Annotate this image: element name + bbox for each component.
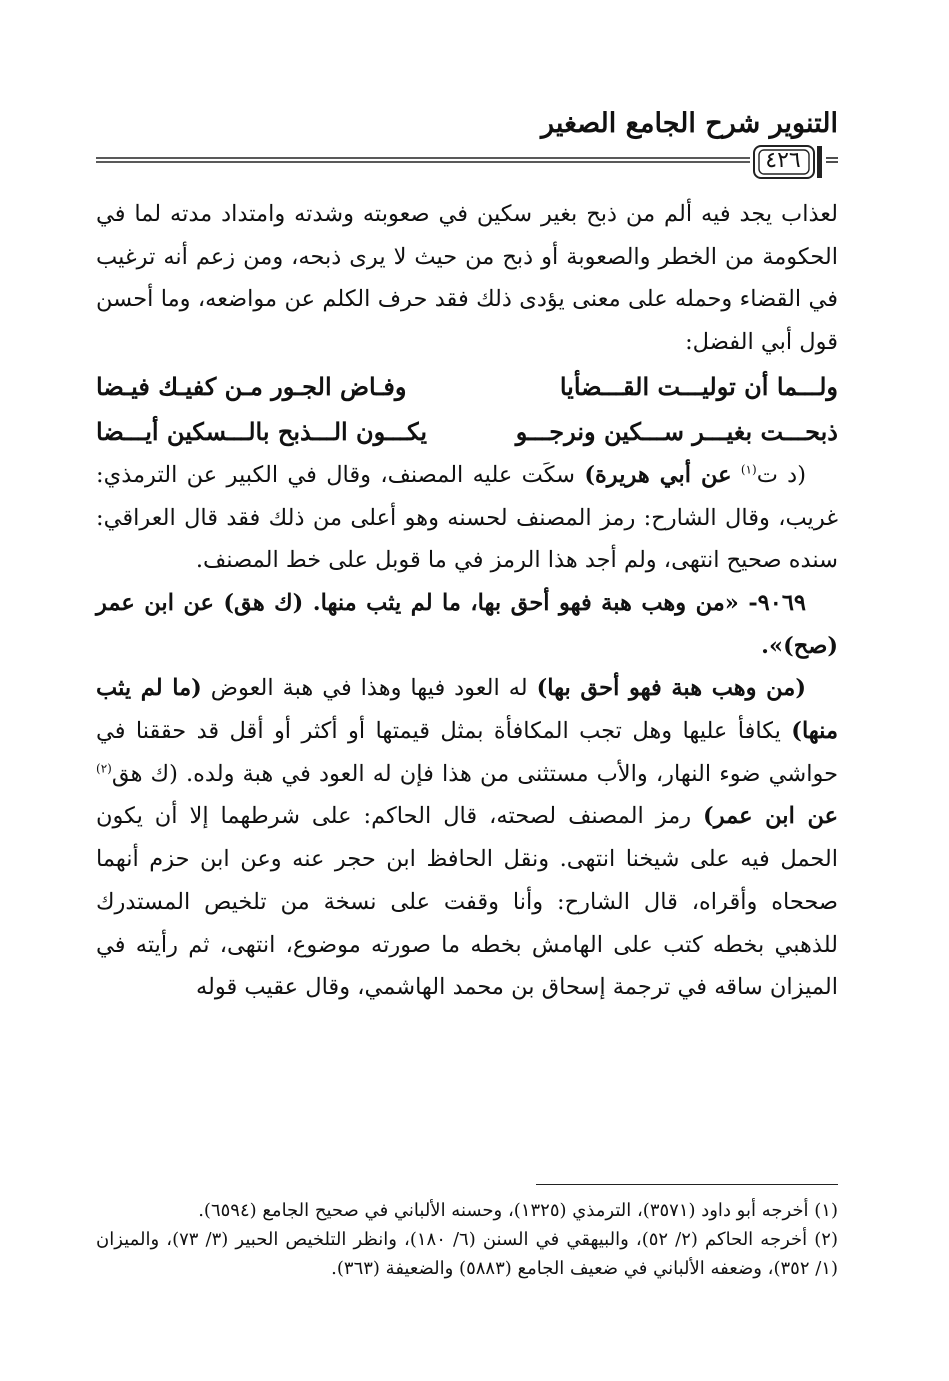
footnote-ref-2: (٢) bbox=[96, 761, 112, 776]
footnote-ref-1: (١) bbox=[740, 462, 757, 477]
takhrij-text: سكَت عليه المصنف، وقال في الكبير عن الترمذي: غريب، وقال الشارح: رمز المصنف لحسنه وهو أعلى من ذلك فقد قال العراقي: سنده صحيح انتهى، ولم أجد هذا الرمز في ما قوبل على خط المصنف. bbox=[96, 461, 838, 574]
hadith-phrase-2: (ما لم يثب منها) bbox=[96, 675, 839, 745]
paragraph-takhrij bbox=[96, 454, 838, 582]
narrator-name-2: عن ابن عمر) bbox=[703, 803, 839, 830]
verse-2-first-hemistich: ذبحـــت بغيـــر ســـكين ونرجـــو bbox=[515, 416, 838, 446]
paragraph-hadith-commentary bbox=[96, 667, 838, 1009]
commentary-text-3: رمز المصنف لصحته، قال الحاكم: على شرطهما إلا أن يكون الحمل فيه على شيخنا انتهى. ونقل الحافظ ابن حجر عنه وعن ابن حزم أنهما صححاه وأقراه، قال الشارح: وأنا وقفت على نسخة من تلخيص المستدرك للذهبي بخطه كتب على الهامش بخطه ما صورته موضوع، انتهى، ثم رأيته في الميزان ساقه في ترجمة إسحاق بن محمد الهاشمي، وقال عقيب قوله bbox=[96, 803, 838, 1001]
verse-1-first-hemistich: ولـــما أن توليـــت القـــضأيا bbox=[559, 371, 838, 401]
footnote-2: (٢) أخرجه الحاكم (٢/ ٥٢)، والبيهقي في السنن (٦/ ١٨٠)، وانظر التلخيص الحبير (٣/ ٧٣)، والميزان (١/ ٣٥٢)، وضعفه الألباني في ضعيف الجامع (٥٨٨٣) والضعيفة (٣٦٣). bbox=[96, 1229, 838, 1279]
hadith-text: ٩٠٦٩- «من وهب هبة فهو أحق بها، ما لم يثب منها. (ك هق) عن ابن عمر (صح)». bbox=[96, 589, 838, 659]
header-rule bbox=[96, 144, 838, 184]
hadith-phrase-1: (من وهب هبة فهو أحق بها) bbox=[536, 675, 807, 702]
footnotes bbox=[96, 1196, 838, 1283]
commentary-text-1: له العود فيها وهذا في هبة العوض bbox=[210, 675, 528, 702]
commentary-text-2: يكافأ عليها وهل تجب المكافأة بمثل قيمتها أو أكثر أو أقل قد حققنا في حواشي ضوء النهار، والأب مستثنى من هذا فإن له العود في هبة ولده. (ك هق bbox=[96, 718, 838, 787]
main-text bbox=[96, 193, 838, 1009]
source-code: (د ت bbox=[756, 461, 806, 488]
running-title: التنوير شرح الجامع الصغير bbox=[541, 108, 838, 139]
footnote-separator bbox=[536, 1184, 838, 1185]
hadith-entry bbox=[96, 582, 838, 667]
poem-verse-2 bbox=[96, 409, 838, 454]
page-number: ٤٢٦ bbox=[765, 148, 801, 173]
verse-1-second-hemistich: وفـاض الجـور مـن كفيـك فيـضا bbox=[96, 371, 407, 401]
footnote-1: (١) أخرجه أبو داود (٣٥٧١)، الترمذي (١٣٢٥)، وحسنه الألباني في صحيح الجامع (٦٥٩٤). bbox=[198, 1200, 838, 1221]
poem-verse-1 bbox=[96, 364, 838, 409]
verse-2-second-hemistich: يكـــون الـــذبح بالـــسكين أيـــضا bbox=[96, 416, 428, 446]
paragraph-commentary: لعذاب يجد فيه ألم من ذبح بغير سكين في صعوبته وشدته وامتداد مدته لما في الحكومة من الخطر والصعوبة أو ذبح من حيث لا يرى ذبحه، ومن زعم أنه ترغيب في القضاء وحمله على معنى يؤدى ذلك فقد حرف الكلم عن مواضعه، وما أحسن قول أبي الفضل: bbox=[96, 201, 838, 356]
narrator-name: عن أبي هريرة) bbox=[584, 461, 732, 488]
